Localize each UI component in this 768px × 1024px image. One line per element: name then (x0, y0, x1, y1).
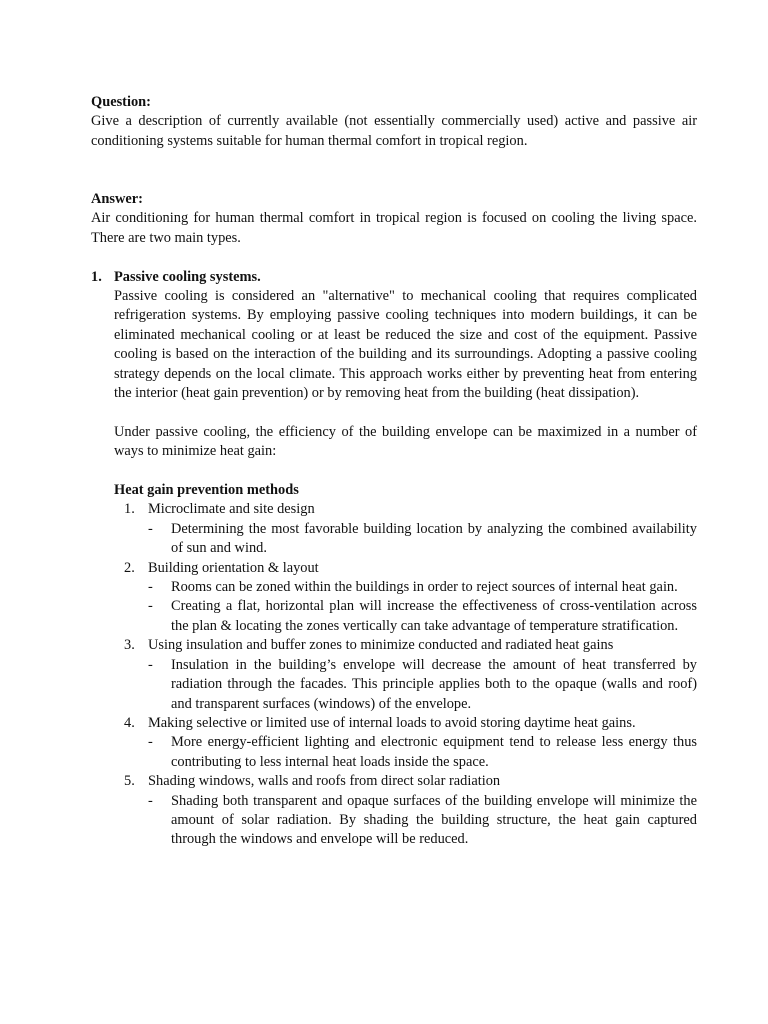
spacer (91, 151, 697, 170)
method-point-text: Shading both transparent and opaque surfaces of the building envelope will minimize the amount of solar radiation. By shading the building structure, the heat gain captured through the windows and envelope will be reduced. (171, 792, 697, 848)
dash-bullet: - (148, 656, 153, 673)
method-number: 5. (124, 773, 135, 790)
document-body (91, 93, 697, 850)
method-point (148, 656, 697, 714)
method-point-text: Determining the most favorable building location by analyzing the combined availability of sun and wind. (171, 520, 697, 557)
spacer (91, 248, 697, 267)
method-point (148, 520, 697, 559)
section-number: 1. (91, 268, 102, 285)
dash-bullet: - (148, 598, 153, 615)
section-paragraph-2: Under passive cooling, the efficiency of the building envelope can be maximized in a number of ways to minimize heat gain: (114, 423, 697, 460)
method-point-text: Insulation in the building’s envelope will decrease the amount of heat transferred by radiation through the facades. This principle applies both to the opaque (walls and roof) and transparent surfaces (windows) of the envelope. (171, 656, 697, 712)
section-paragraph-1: Passive cooling is considered an "alternative" to mechanical cooling that requires complicated refrigeration systems. By employing passive cooling techniques into modern buildings, it can be eliminated mechanical cooling or at least be reduced the size and cost of the equipment. Passive cooling is based on the interaction of the building and its surroundings. Adopting a passive cooling strategy depends on the local climate. This approach works either by preventing heat from entering the interior (heat gain prevention) or by removing heat from the building (heat dissipation). (114, 288, 697, 402)
method-number: 4. (124, 714, 135, 731)
method-point-text: Rooms can be zoned within the buildings in order to reject sources of internal heat gain. (171, 579, 678, 596)
method-point (148, 792, 697, 850)
section-passive-cooling (91, 268, 697, 850)
dash-bullet: - (148, 579, 153, 596)
method-item-3 (114, 636, 697, 714)
method-item-5 (114, 772, 697, 850)
method-number: 2. (124, 559, 135, 576)
spacer (114, 403, 697, 422)
method-item-4 (114, 714, 697, 772)
dash-bullet: - (148, 734, 153, 751)
method-title: Shading windows, walls and roofs from direct solar radiation (148, 773, 501, 790)
dash-bullet: - (148, 520, 153, 537)
method-item-2 (114, 559, 697, 637)
method-point-text: More energy-efficient lighting and electronic equipment tend to release less energy thus contributing to less internal heat loads inside the space. (171, 734, 697, 770)
method-title: Building orientation & layout (148, 559, 319, 576)
method-point (148, 597, 697, 636)
dash-bullet: - (148, 792, 153, 809)
method-point-text: Creating a flat, horizontal plan will increase the effectiveness of cross-ventilation across the plan & locating the zones vertically can take advantage of temperature stratification. (171, 598, 697, 634)
method-title: Microclimate and site design (148, 501, 315, 518)
question-text: Give a description of currently available (not essentially commercially used) active and passive air conditioning systems suitable for human thermal comfort in tropical region. (91, 113, 697, 149)
heat-gain-methods-heading: Heat gain prevention methods (114, 482, 299, 499)
answer-heading: Answer: (91, 191, 143, 207)
method-point (148, 578, 697, 597)
method-number: 1. (124, 501, 135, 518)
method-number: 3. (124, 637, 135, 654)
question-heading: Question: (91, 94, 151, 110)
method-point (148, 733, 697, 772)
method-title: Making selective or limited use of internal loads to avoid storing daytime heat gains. (148, 714, 636, 731)
method-title: Using insulation and buffer zones to minimize conducted and radiated heat gains (148, 637, 614, 654)
section-title: Passive cooling systems. (114, 268, 261, 285)
spacer (91, 171, 697, 190)
answer-text: Air conditioning for human thermal comfort in tropical region is focused on cooling the living space. There are two main types. (91, 210, 697, 246)
method-item-1 (114, 500, 697, 558)
